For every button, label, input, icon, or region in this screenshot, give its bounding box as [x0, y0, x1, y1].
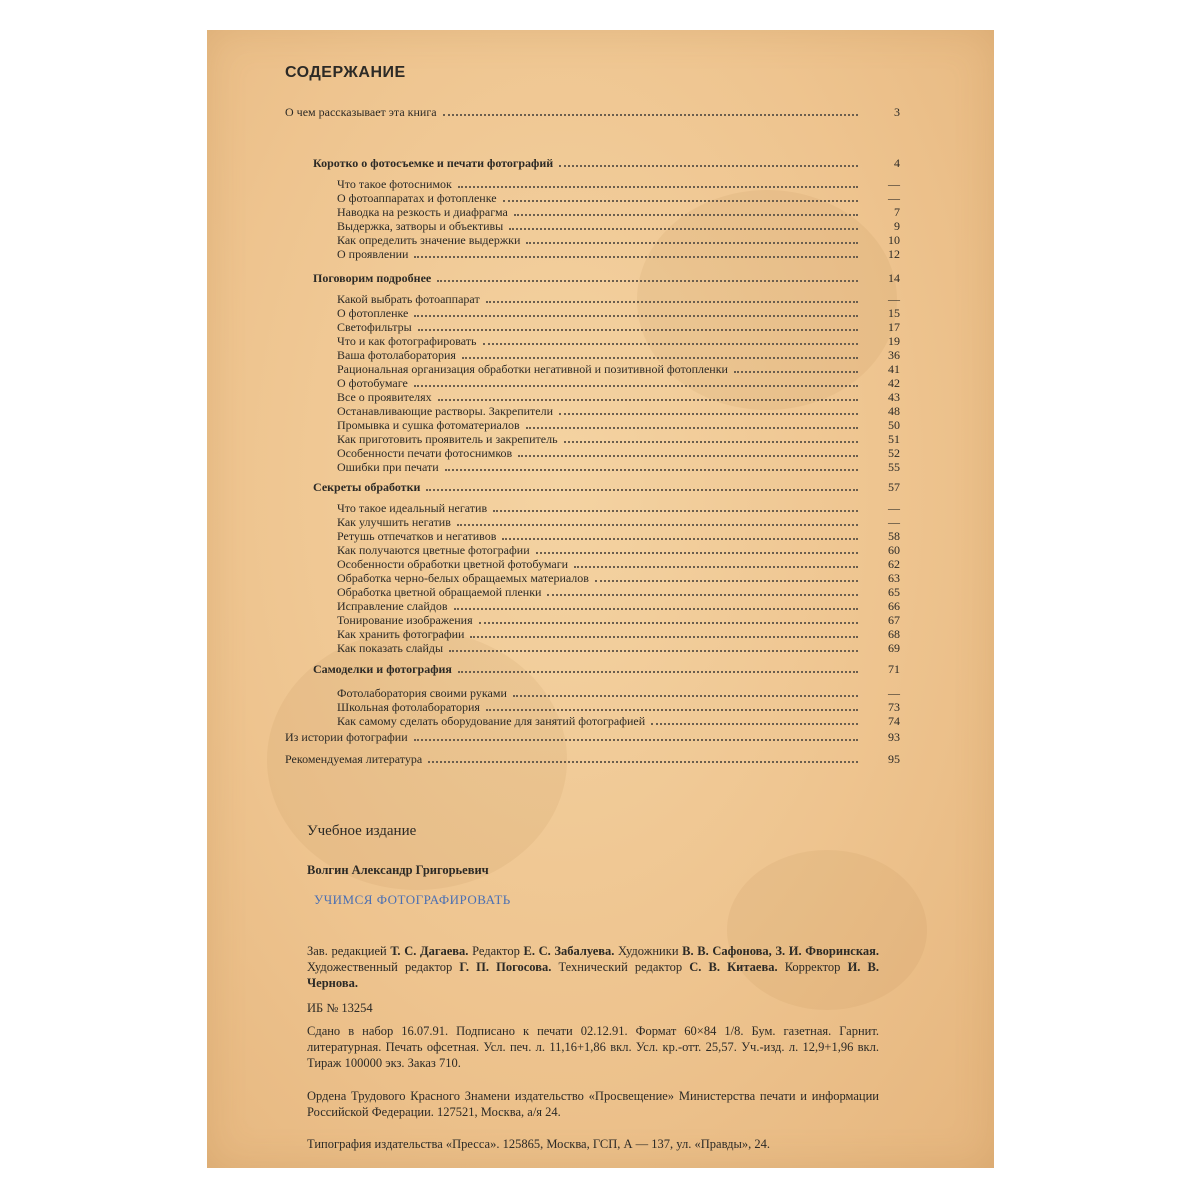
toc-entry-label: Какой выбрать фотоаппарат [337, 292, 480, 306]
toc-entry [337, 376, 900, 390]
toc-entry-page: 17 [888, 320, 900, 334]
dot-leader [595, 580, 858, 582]
toc-entry [337, 404, 900, 418]
dot-leader [437, 280, 858, 282]
toc-entry-page: 42 [888, 376, 900, 390]
credit-name: В. В. Сафонова, З. И. Фворинская. [682, 944, 879, 958]
toc-entry-label: О фотоаппаратах и фотопленке [337, 191, 497, 205]
toc-entry-label: Что такое идеальный негатив [337, 501, 488, 515]
toc-entry [337, 501, 900, 515]
toc-entry-page: 74 [888, 714, 900, 728]
dot-leader [502, 538, 858, 540]
toc-entry-page: 55 [888, 460, 900, 474]
book-page [207, 30, 994, 1168]
dot-leader [486, 709, 858, 711]
toc-entry-page: 73 [888, 700, 900, 714]
toc-entry-label: Школьная фотолаборатория [337, 700, 480, 714]
toc-entry-page: 9 [894, 219, 900, 233]
dot-leader [518, 455, 858, 457]
toc-entry-label: Что и как фотографировать [337, 334, 477, 348]
toc-entry-page: 62 [888, 557, 900, 571]
credit-text: Корректор [777, 960, 848, 974]
dot-leader [486, 301, 858, 303]
toc-entry [337, 714, 900, 728]
toc-entry-page: 58 [888, 529, 900, 543]
toc-entry-label: Исправление слайдов [337, 599, 448, 613]
toc-entry-label: Как улучшить негатив [337, 515, 451, 529]
toc-entry-label: О проявлении [337, 247, 409, 261]
toc-entry-label: О фотопленке [337, 306, 409, 320]
toc-entry-label: Ретушь отпечатков и негативов [337, 529, 497, 543]
dot-leader [462, 357, 858, 359]
toc-entry-label: Особенности обработки цветной фотобумаги [337, 557, 569, 571]
toc-entry-page: 19 [888, 334, 900, 348]
toc-entry-page: 14 [888, 271, 900, 285]
dot-leader [458, 671, 858, 673]
toc-entry [337, 585, 900, 599]
toc-entry-label: Наводка на резкость и диафрагма [337, 205, 508, 219]
toc-entry [337, 700, 900, 714]
book-title: УЧИМСЯ ФОТОГРАФИРОВАТЬ [314, 892, 511, 907]
toc-entry-page: 12 [888, 247, 900, 261]
dot-leader [479, 622, 858, 624]
dot-leader [503, 200, 858, 202]
toc-entry-label: Как определить значение выдержки [337, 233, 521, 247]
dot-leader [470, 636, 858, 638]
toc-entry-page: 41 [888, 362, 900, 376]
toc-section [313, 662, 900, 676]
toc-entry-label: О фотобумаге [337, 376, 408, 390]
toc-entry [337, 599, 900, 613]
toc-entry-page: 36 [888, 348, 900, 362]
credit-name: Е. С. Забалуева. [523, 944, 615, 958]
toc-entry [337, 247, 900, 261]
toc-entry [337, 233, 900, 247]
toc-entry [337, 460, 900, 474]
toc-entry [337, 446, 900, 460]
credit-text: Художники [614, 944, 683, 958]
dot-leader [513, 695, 858, 697]
dot-leader [651, 723, 858, 725]
toc-entry [337, 641, 900, 655]
toc-entry-label: Рекомендуемая литература [285, 752, 423, 766]
toc-entry-page: 57 [888, 480, 900, 494]
dot-leader [564, 441, 858, 443]
toc-entry [337, 362, 900, 376]
dot-leader [414, 385, 858, 387]
toc-entry-page: — [888, 501, 900, 515]
toc-entry [337, 627, 900, 641]
toc-entry-page: 93 [888, 730, 900, 744]
toc-entry-page: 4 [894, 156, 900, 170]
toc-entry-label: Все о проявителях [337, 390, 432, 404]
staff-credits [307, 943, 879, 991]
printer-info: Типография издательства «Пресса». 125865, Москва, ГСП, А — 137, ул. «Правды», 24. [307, 1137, 771, 1151]
toc-entry-label: Обработка цветной обращаемой пленки [337, 585, 542, 599]
toc-entry-page: 66 [888, 599, 900, 613]
toc-entry-label: Особенности печати фотоснимков [337, 446, 513, 460]
toc-section [313, 156, 900, 170]
dot-leader [536, 552, 858, 554]
dot-leader [526, 427, 858, 429]
toc-entry [337, 320, 900, 334]
toc-entry [285, 105, 900, 119]
dot-leader [559, 413, 858, 415]
toc-entry-label: Что такое фотоснимок [337, 177, 452, 191]
toc-entry-label: Светофильтры [337, 320, 412, 334]
toc-entry-label: Тонирование изображения [337, 613, 473, 627]
toc-entry [337, 571, 900, 585]
toc-entry [285, 752, 900, 766]
dot-leader [483, 343, 859, 345]
toc-entry-page: 51 [888, 432, 900, 446]
toc-entry [337, 529, 900, 543]
toc-entry-page: 95 [888, 752, 900, 766]
dot-leader [526, 242, 858, 244]
dot-leader [514, 214, 858, 216]
toc-entry [337, 543, 900, 557]
dot-leader [458, 186, 858, 188]
toc-entry-page: — [888, 191, 900, 205]
toc-entry-label: Секреты обработки [313, 480, 421, 494]
toc-entry-page: 69 [888, 641, 900, 655]
credit-text: Художественный редактор [307, 960, 460, 974]
dot-leader [734, 371, 858, 373]
dot-leader [445, 469, 858, 471]
dot-leader [438, 399, 858, 401]
toc-section [313, 271, 900, 285]
toc-entry-page: 43 [888, 390, 900, 404]
print-details: Сдано в набор 16.07.91. Подписано к печати 02.12.91. Формат 60×84 1/8. Бум. газетная. Гарнит. литературная. Печать офсетная. Усл. печ. л. 11,16+1,86 вкл. Усл. кр.-отт. 25,57. Уч.-изд. л. 12,9+1,96 вкл. Тираж 100000 экз. Заказ 710. [307, 1024, 879, 1070]
toc-entry-page: 65 [888, 585, 900, 599]
toc-entry [337, 191, 900, 205]
publisher-info: Ордена Трудового Красного Знамени издательство «Просвещение» Министерства печати и информации Российской Федерации. 127521, Москва, а/я 24. [307, 1089, 879, 1119]
toc-entry-page: 71 [888, 662, 900, 676]
dot-leader [418, 329, 858, 331]
toc-entry [337, 292, 900, 306]
toc-entry [337, 686, 900, 700]
dot-leader [414, 256, 858, 258]
dot-leader [547, 594, 858, 596]
toc-entry-label: Как хранить фотографии [337, 627, 465, 641]
toc-entry-label: Рациональная организация обработки негативной и позитивной фотопленки [337, 362, 728, 376]
toc-entry-page: 3 [894, 105, 900, 119]
credit-name: Г. П. Погосова. [459, 960, 552, 974]
dot-leader [414, 315, 858, 317]
toc-entry-page: — [888, 515, 900, 529]
toc-title: СОДЕРЖАНИЕ [285, 64, 406, 81]
toc-entry-page: 60 [888, 543, 900, 557]
toc-entry-page: 67 [888, 613, 900, 627]
toc-entry-label: Из истории фотографии [285, 730, 408, 744]
toc-entry-label: Фотолаборатория своими руками [337, 686, 507, 700]
dot-leader [443, 114, 858, 116]
toc-entry-label: Выдержка, затворы и объективы [337, 219, 504, 233]
toc-entry-page: 52 [888, 446, 900, 460]
toc-entry [285, 730, 900, 744]
toc-entry [337, 557, 900, 571]
dot-leader [426, 489, 858, 491]
credit-name: С. В. Китаева. [689, 960, 778, 974]
dot-leader [454, 608, 858, 610]
toc-entry-page: 48 [888, 404, 900, 418]
toc-entry-label: Как самому сделать оборудование для занятий фотографией [337, 714, 646, 728]
toc-entry-page: — [888, 292, 900, 306]
toc-entry-label: Ваша фотолаборатория [337, 348, 456, 362]
toc-entry-label: Как приготовить проявитель и закрепитель [337, 432, 558, 446]
edition-type: Учебное издание [307, 823, 417, 839]
toc-entry-page: 68 [888, 627, 900, 641]
toc-entry-label: Коротко о фотосъемке и печати фотографий [313, 156, 554, 170]
toc-entry-page: — [888, 686, 900, 700]
toc-entry-page: 63 [888, 571, 900, 585]
toc-entry-page: 50 [888, 418, 900, 432]
toc-entry [337, 432, 900, 446]
toc-entry-page: — [888, 177, 900, 191]
dot-leader [574, 566, 858, 568]
ib-number: ИБ № 13254 [307, 1001, 373, 1015]
credit-name: Т. С. Дагаева. [390, 944, 469, 958]
toc-entry-page: 15 [888, 306, 900, 320]
author-name: Волгин Александр Григорьевич [307, 863, 489, 877]
credit-text: Зав. редакцией [307, 944, 391, 958]
toc-entry [337, 348, 900, 362]
credit-text: Редактор [468, 944, 524, 958]
dot-leader [457, 524, 858, 526]
toc-entry [337, 515, 900, 529]
toc-entry-label: Самоделки и фотография [313, 662, 452, 676]
toc-entry-label: Поговорим подробнее [313, 271, 432, 285]
toc-entry-label: Обработка черно-белых обращаемых материалов [337, 571, 589, 585]
toc-entry [337, 613, 900, 627]
credit-name: И. В. Чернова. [307, 960, 879, 990]
toc-entry [337, 177, 900, 191]
toc-entry [337, 418, 900, 432]
toc-entry-page: 10 [888, 233, 900, 247]
toc-entry-label: Промывка и сушка фотоматериалов [337, 418, 520, 432]
toc-entry-label: Как получаются цветные фотографии [337, 543, 530, 557]
toc-entry [337, 306, 900, 320]
credit-text: Технический редактор [551, 960, 690, 974]
dot-leader [509, 228, 858, 230]
toc-section [313, 480, 900, 494]
toc-entry [337, 390, 900, 404]
dot-leader [449, 650, 858, 652]
toc-entry-label: Как показать слайды [337, 641, 444, 655]
toc-entry [337, 334, 900, 348]
dot-leader [559, 165, 858, 167]
toc-entry-label: Останавливающие растворы. Закрепители [337, 404, 554, 418]
toc-entry-label: Ошибки при печати [337, 460, 439, 474]
toc-entry-label: О чем рассказывает эта книга [285, 105, 437, 119]
dot-leader [493, 510, 858, 512]
toc-entry [337, 205, 900, 219]
toc-entry-page: 7 [894, 205, 900, 219]
dot-leader [414, 739, 858, 741]
toc-entry [337, 219, 900, 233]
dot-leader [428, 761, 858, 763]
